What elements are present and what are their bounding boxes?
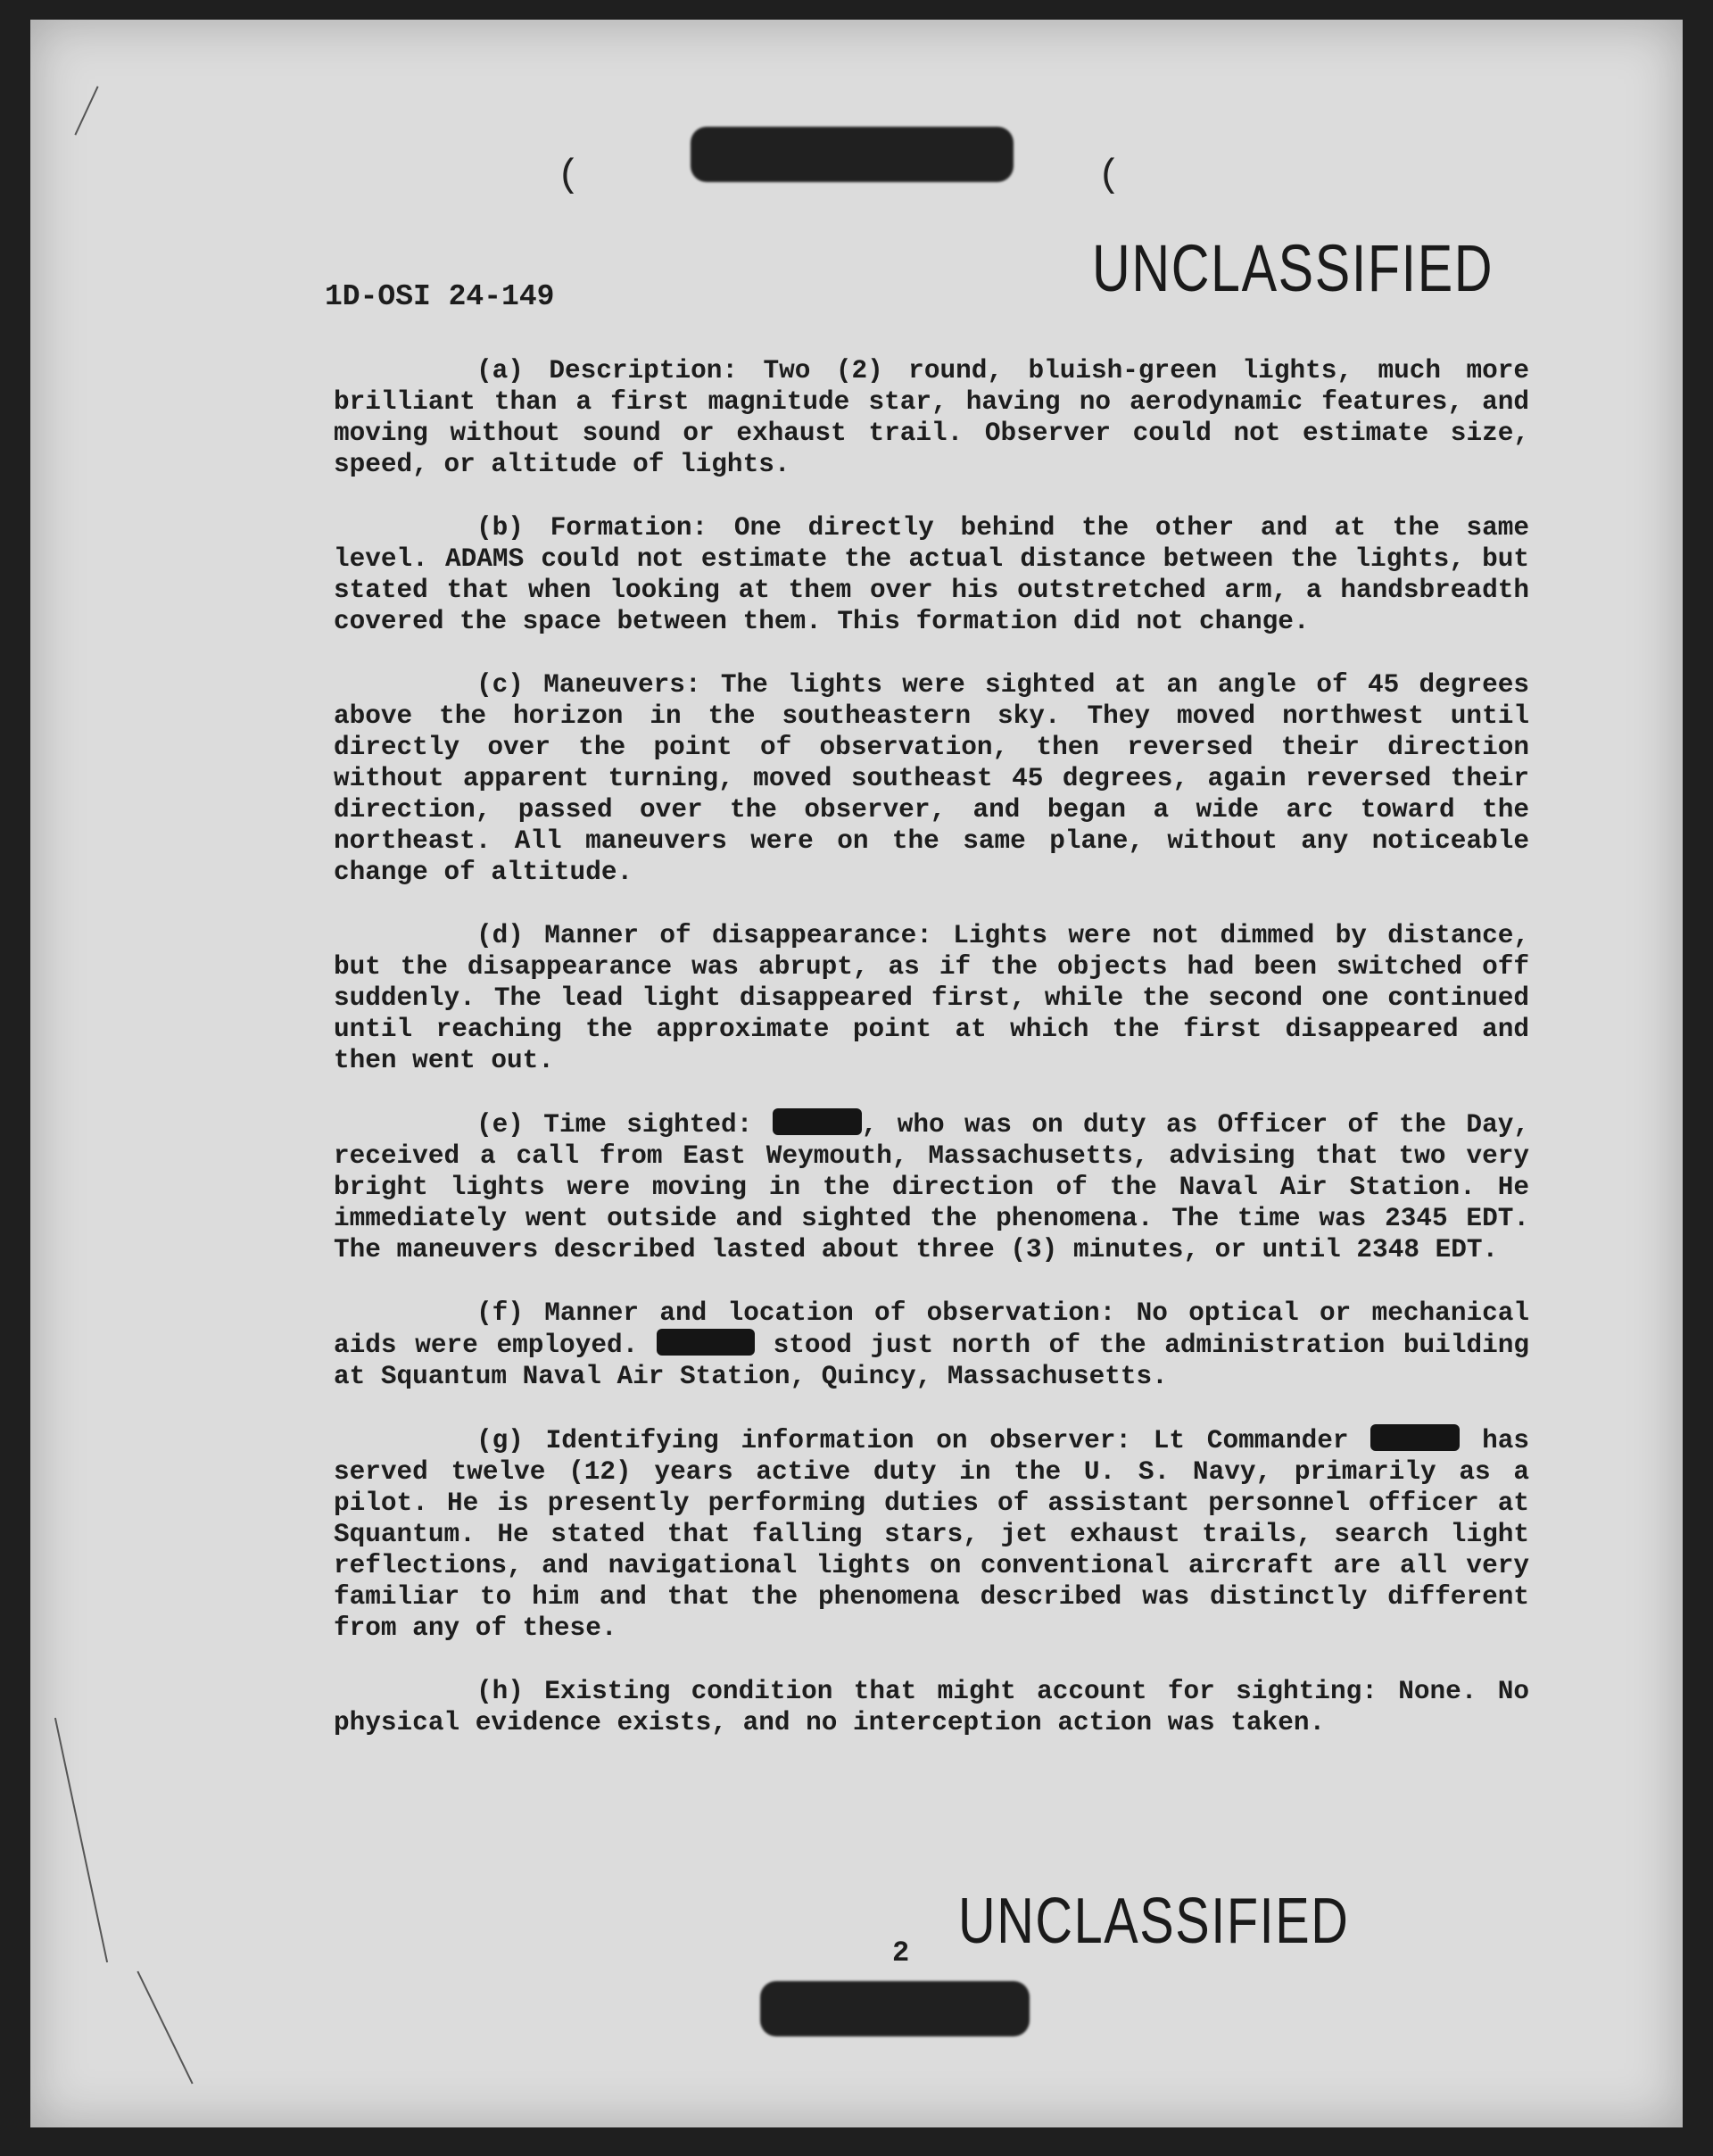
report-body (334, 355, 1529, 1770)
paragraph-label: (f) Manner and location of observation: (476, 1298, 1116, 1328)
paragraph-text: One directly behind the other and at the same level. ADAMS could not estimate the actual distance between the lights, but stated that when looking at them over his outstretched arm, a handsbreadth covered the space between them. This formation did not change. (334, 513, 1529, 636)
redacted-name (1370, 1424, 1460, 1451)
paragraph-text: Lights were not dimmed by distance, but the disappearance was abrupt, as if the objects had been switched off suddenly. The lead light disappeared first, while the second one continued until reaching the approximate point at which the first disappeared and then went out. (334, 921, 1530, 1075)
paragraph-g (334, 1424, 1529, 1644)
paragraph-h (334, 1676, 1529, 1738)
paragraph-text-after: has served twelve (12) years active duty in the U. S. Navy, primarily as a pilot. He is presently performing duties of assistant personnel officer at Squantum. He stated that falling stars, jet exhaust trails, search light reflections, and navigational lights on conventional aircraft are all very familiar to him and that the phenomena described was distinctly different from any of these. (334, 1426, 1529, 1643)
paragraph-text-after: stood just north of the administration building at Squantum Naval Air Station, Quincy, Massachusetts. (334, 1331, 1530, 1391)
paragraph-d (334, 920, 1529, 1076)
document-page (30, 20, 1683, 2127)
paragraph-a (334, 355, 1529, 480)
bottom-redaction-bar (760, 1981, 1030, 2036)
left-parenthesis-mark: ( (557, 153, 581, 198)
classification-stamp-bottom: UNCLASSIFIED (958, 1886, 1350, 1957)
margin-pencil-mark (54, 1718, 108, 1962)
page-number: 2 (892, 1936, 910, 1969)
paragraph-label: (h) Existing condition that might account for sighting: (476, 1677, 1378, 1706)
paragraph-label: (a) Description: (476, 356, 739, 386)
paragraph-label: (e) Time sighted: (476, 1110, 753, 1140)
document-id: 1D-OSI 24-149 (325, 280, 555, 313)
paragraph-label: (c) Maneuvers: (476, 670, 701, 700)
paragraph-label: (g) Identifying information on observer: (476, 1426, 1131, 1455)
redacted-name (773, 1108, 862, 1135)
classification-stamp-top: UNCLASSIFIED (1092, 231, 1494, 305)
paragraph-label: (d) Manner of disappearance: (476, 921, 932, 950)
paragraph-text-before: No optical or mechanical aids were employed. (334, 1298, 1530, 1360)
paragraph-text-before: Lt Commander (1153, 1426, 1349, 1455)
right-parenthesis-mark: ( (1097, 153, 1121, 198)
paragraph-label: (b) Formation: (476, 513, 708, 543)
margin-pencil-mark (137, 1971, 193, 2085)
paragraph-f (334, 1298, 1529, 1392)
redacted-name (657, 1329, 755, 1356)
paragraph-text: Two (2) round, bluish-green lights, much more brilliant than a first magnitude star, having no aerodynamic features, and moving without sound or exhaust trail. Observer could not estimate size, speed, or altitude of lights. (334, 356, 1529, 479)
top-redaction-bar (691, 127, 1014, 182)
paragraph-c (334, 669, 1529, 888)
paragraph-e (334, 1108, 1529, 1265)
paragraph-text-after: , who was on duty as Officer of the Day, received a call from East Weymouth, Massachusetts, advising that two very bright lights were moving in the direction of the Naval Air Station. He immediately went outside and sighted the phenomena. The time was 2345 EDT. The maneuvers described lasted about three (3) minutes, or until 2348 EDT. (334, 1110, 1529, 1265)
paragraph-b (334, 512, 1529, 637)
paragraph-text: The lights were sighted at an angle of 45 degrees above the horizon in the southeastern sky. They moved northwest until directly over the point of observation, then reversed their direction without apparent turning, moved southeast 45 degrees, again reversed their direction, passed over the observer, and began a wide arc toward the northeast. All maneuvers were on the same plane, without any noticeable change of altitude. (334, 670, 1529, 887)
margin-pencil-mark (74, 86, 98, 135)
paragraph-text: None. No physical evidence exists, and no interception action was taken. (334, 1677, 1529, 1737)
